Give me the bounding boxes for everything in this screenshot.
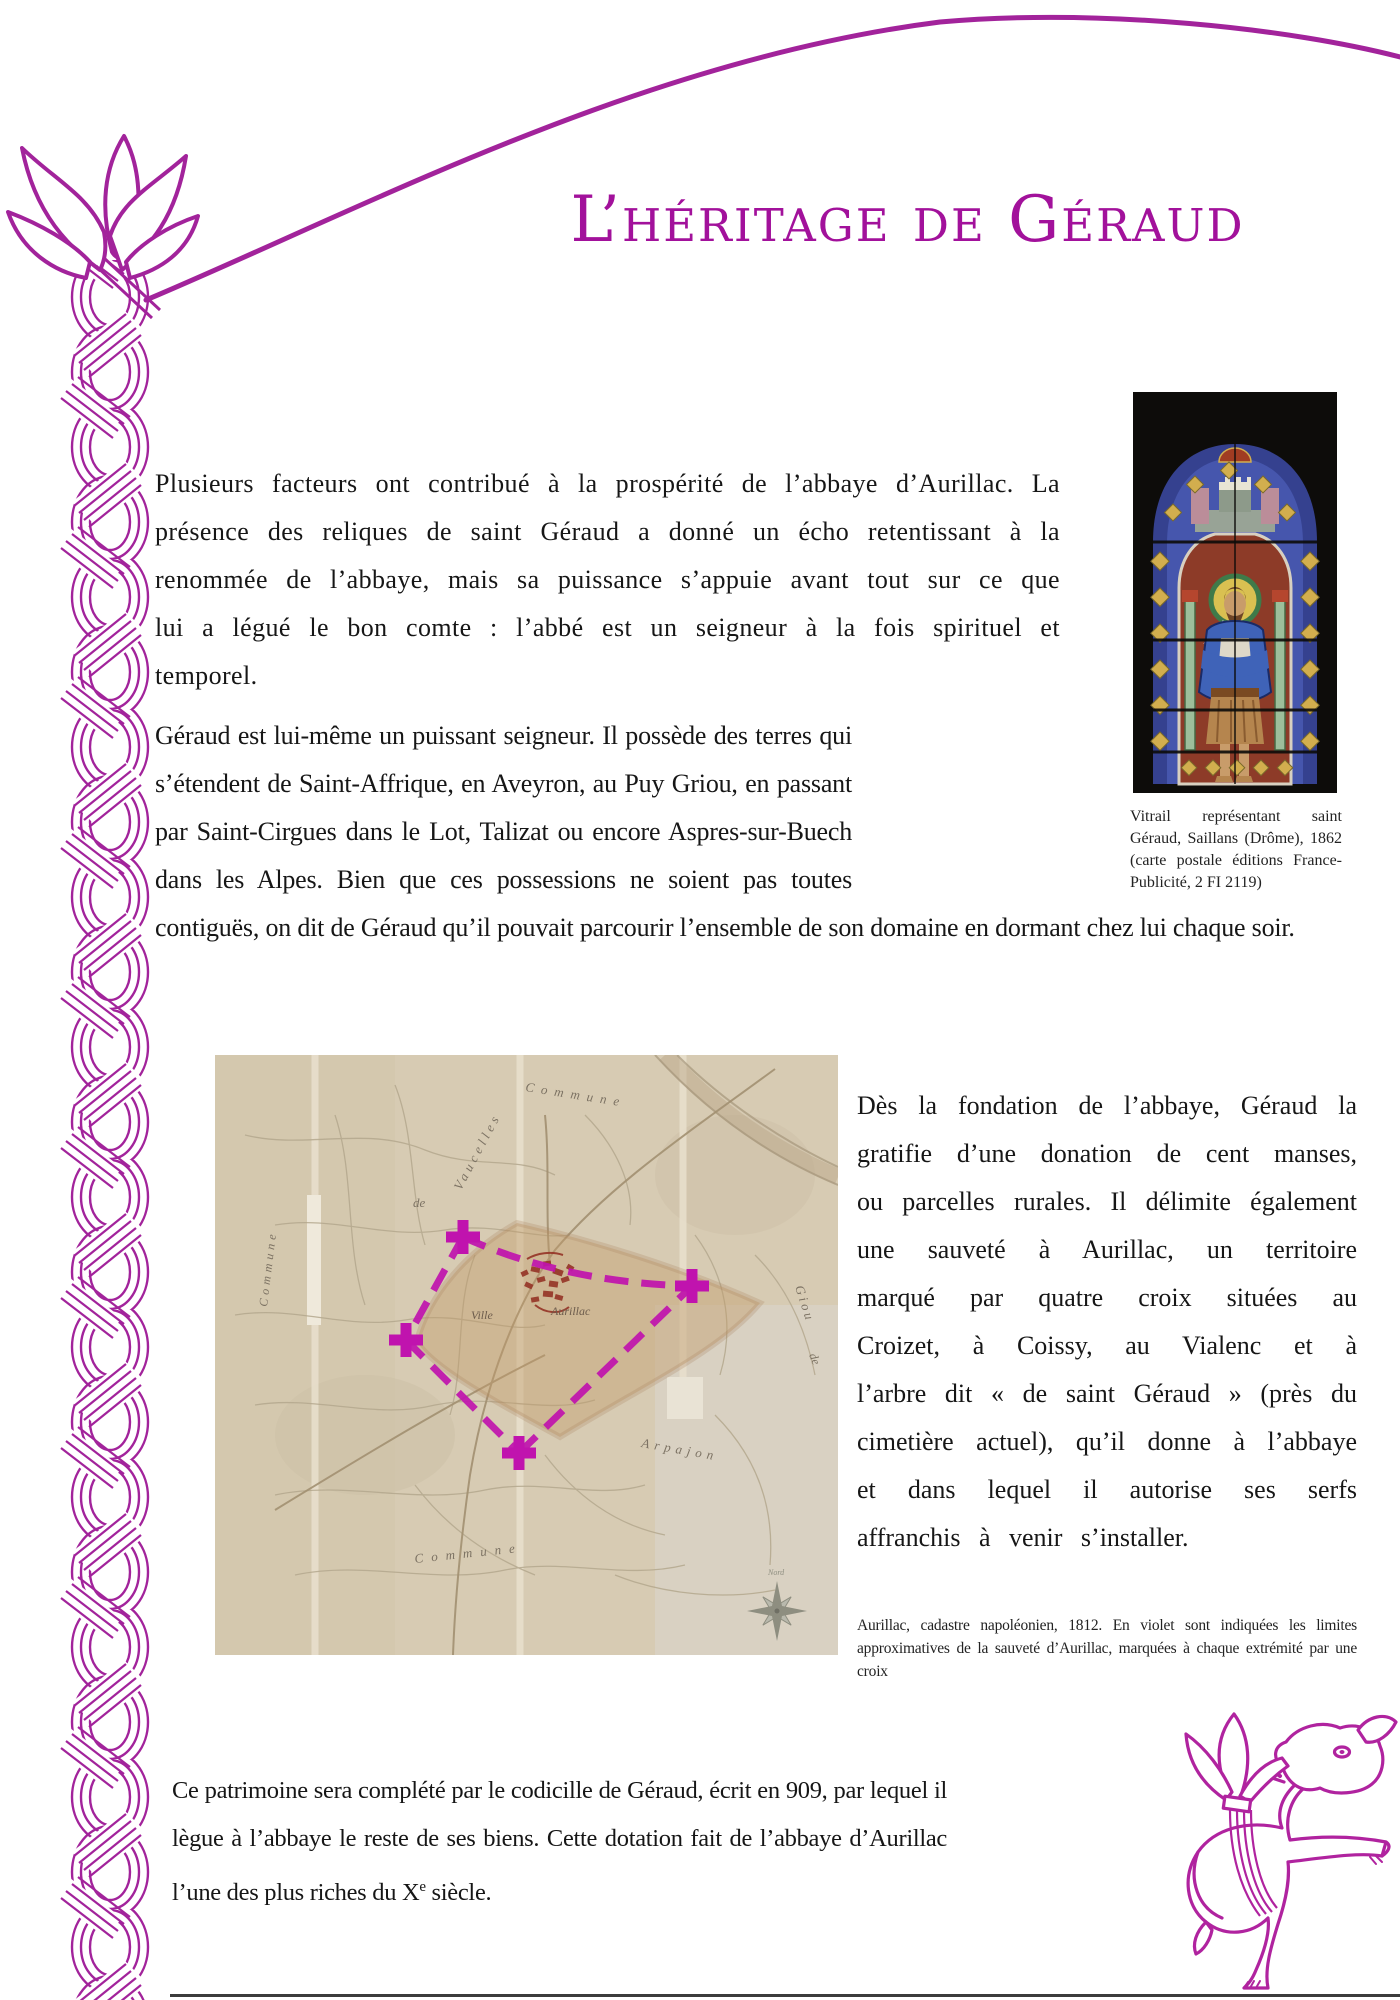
- map-label-de-right: de: [806, 1350, 824, 1367]
- codicille-text: Ce patrimoine sera complété par le codicille de Géraud, écrit en 909, par lequel il lègue à l’abbaye le reste de ses biens. Cette dotation fait de l’abbaye d’Aurillac l’une des plus riches du X: [172, 1776, 947, 1906]
- medieval-lamb-icon: [930, 1700, 1400, 2000]
- codicille-text-end: siècle.: [425, 1878, 492, 1906]
- map-label-aurillac: Aurillac: [551, 1304, 591, 1318]
- celtic-knot-border-icon: [0, 120, 200, 2000]
- map-label-arpajon: Arpajon: [640, 1435, 720, 1464]
- paragraph-fondation: Dès la fondation de l’abbaye, Géraud la gratifie d’une donation de cent manses, ou parcelles rurales. Il délimite également une sauveté à Aurillac, un territoire marqué par quatre croix situées au Croizet, à Coissy, au Vialenc et à l’arbre dit « de saint Géraud » (près du cimetière actuel), qu’il donne à l’abbaye et dans lequel il autorise ses serfs affranchis à venir s’installer.: [857, 1091, 1357, 1552]
- swoosh-curve-icon: [0, 0, 1400, 340]
- paragraph-prosperite: Plusieurs facteurs ont contribué à la prospérité de l’abbaye d’Aurillac. La présence des reliques de saint Géraud a donné un écho retentissant à la renommée de l’abbaye, mais sa puissance s’appuie avant tout sur ce que lui a légué le bon comte : l’abbé est un seigneur à la fois spirituel et temporel.: [155, 469, 1060, 690]
- map-label-commune-top: Commune: [524, 1079, 628, 1110]
- cadastre-map-image: [215, 1055, 838, 1655]
- siecle-superscript: e: [419, 1878, 426, 1895]
- map-label-vaucelles: Vaucelles: [450, 1110, 504, 1193]
- paragraph-codicille: [172, 1767, 947, 1917]
- knot-braid-band: [60, 260, 160, 2000]
- paragraph-seigneur-wrap: [155, 712, 1350, 952]
- page-title: L’héritage de Géraud: [570, 183, 1245, 257]
- map-label-de-top: de: [413, 1195, 426, 1210]
- map-label-commune-left: Commune: [256, 1229, 280, 1308]
- stained-glass-caption: Vitrail représentant saint Géraud, Saillans (Drôme), 1862 (carte postale éditions France-Publicité, 2 FI 2119): [1130, 808, 1342, 891]
- map-label-giou: Giou: [792, 1283, 819, 1325]
- map-label-ville: Ville: [471, 1308, 493, 1322]
- map-caption: Aurillac, cadastre napoléonien, 1812. En violet sont indiquées les limites approximatives de la sauveté d’Aurillac, marquées à chaque extrémité par une croix: [857, 1617, 1357, 1680]
- map-label-nord: Nord: [768, 1568, 785, 1577]
- wrap-spacer: [852, 712, 1350, 898]
- map-label-commune-bottom: Commune: [413, 1539, 524, 1566]
- paragraph-seigneur: Géraud est lui-même un puissant seigneur. Il possède des terres qui s’étendent de Saint-Affrique, en Aveyron, au Puy Griou, en passant par Saint-Cirgues dans le Lot, Talizat ou encore Aspres-sur-Buech dans les Alpes. Bien que ces possessions ne soient pas toutes contiguës, on dit de Géraud qu’il pouvait parcourir l’ensemble de son domaine en dormant chez lui chaque soir.: [155, 721, 1295, 942]
